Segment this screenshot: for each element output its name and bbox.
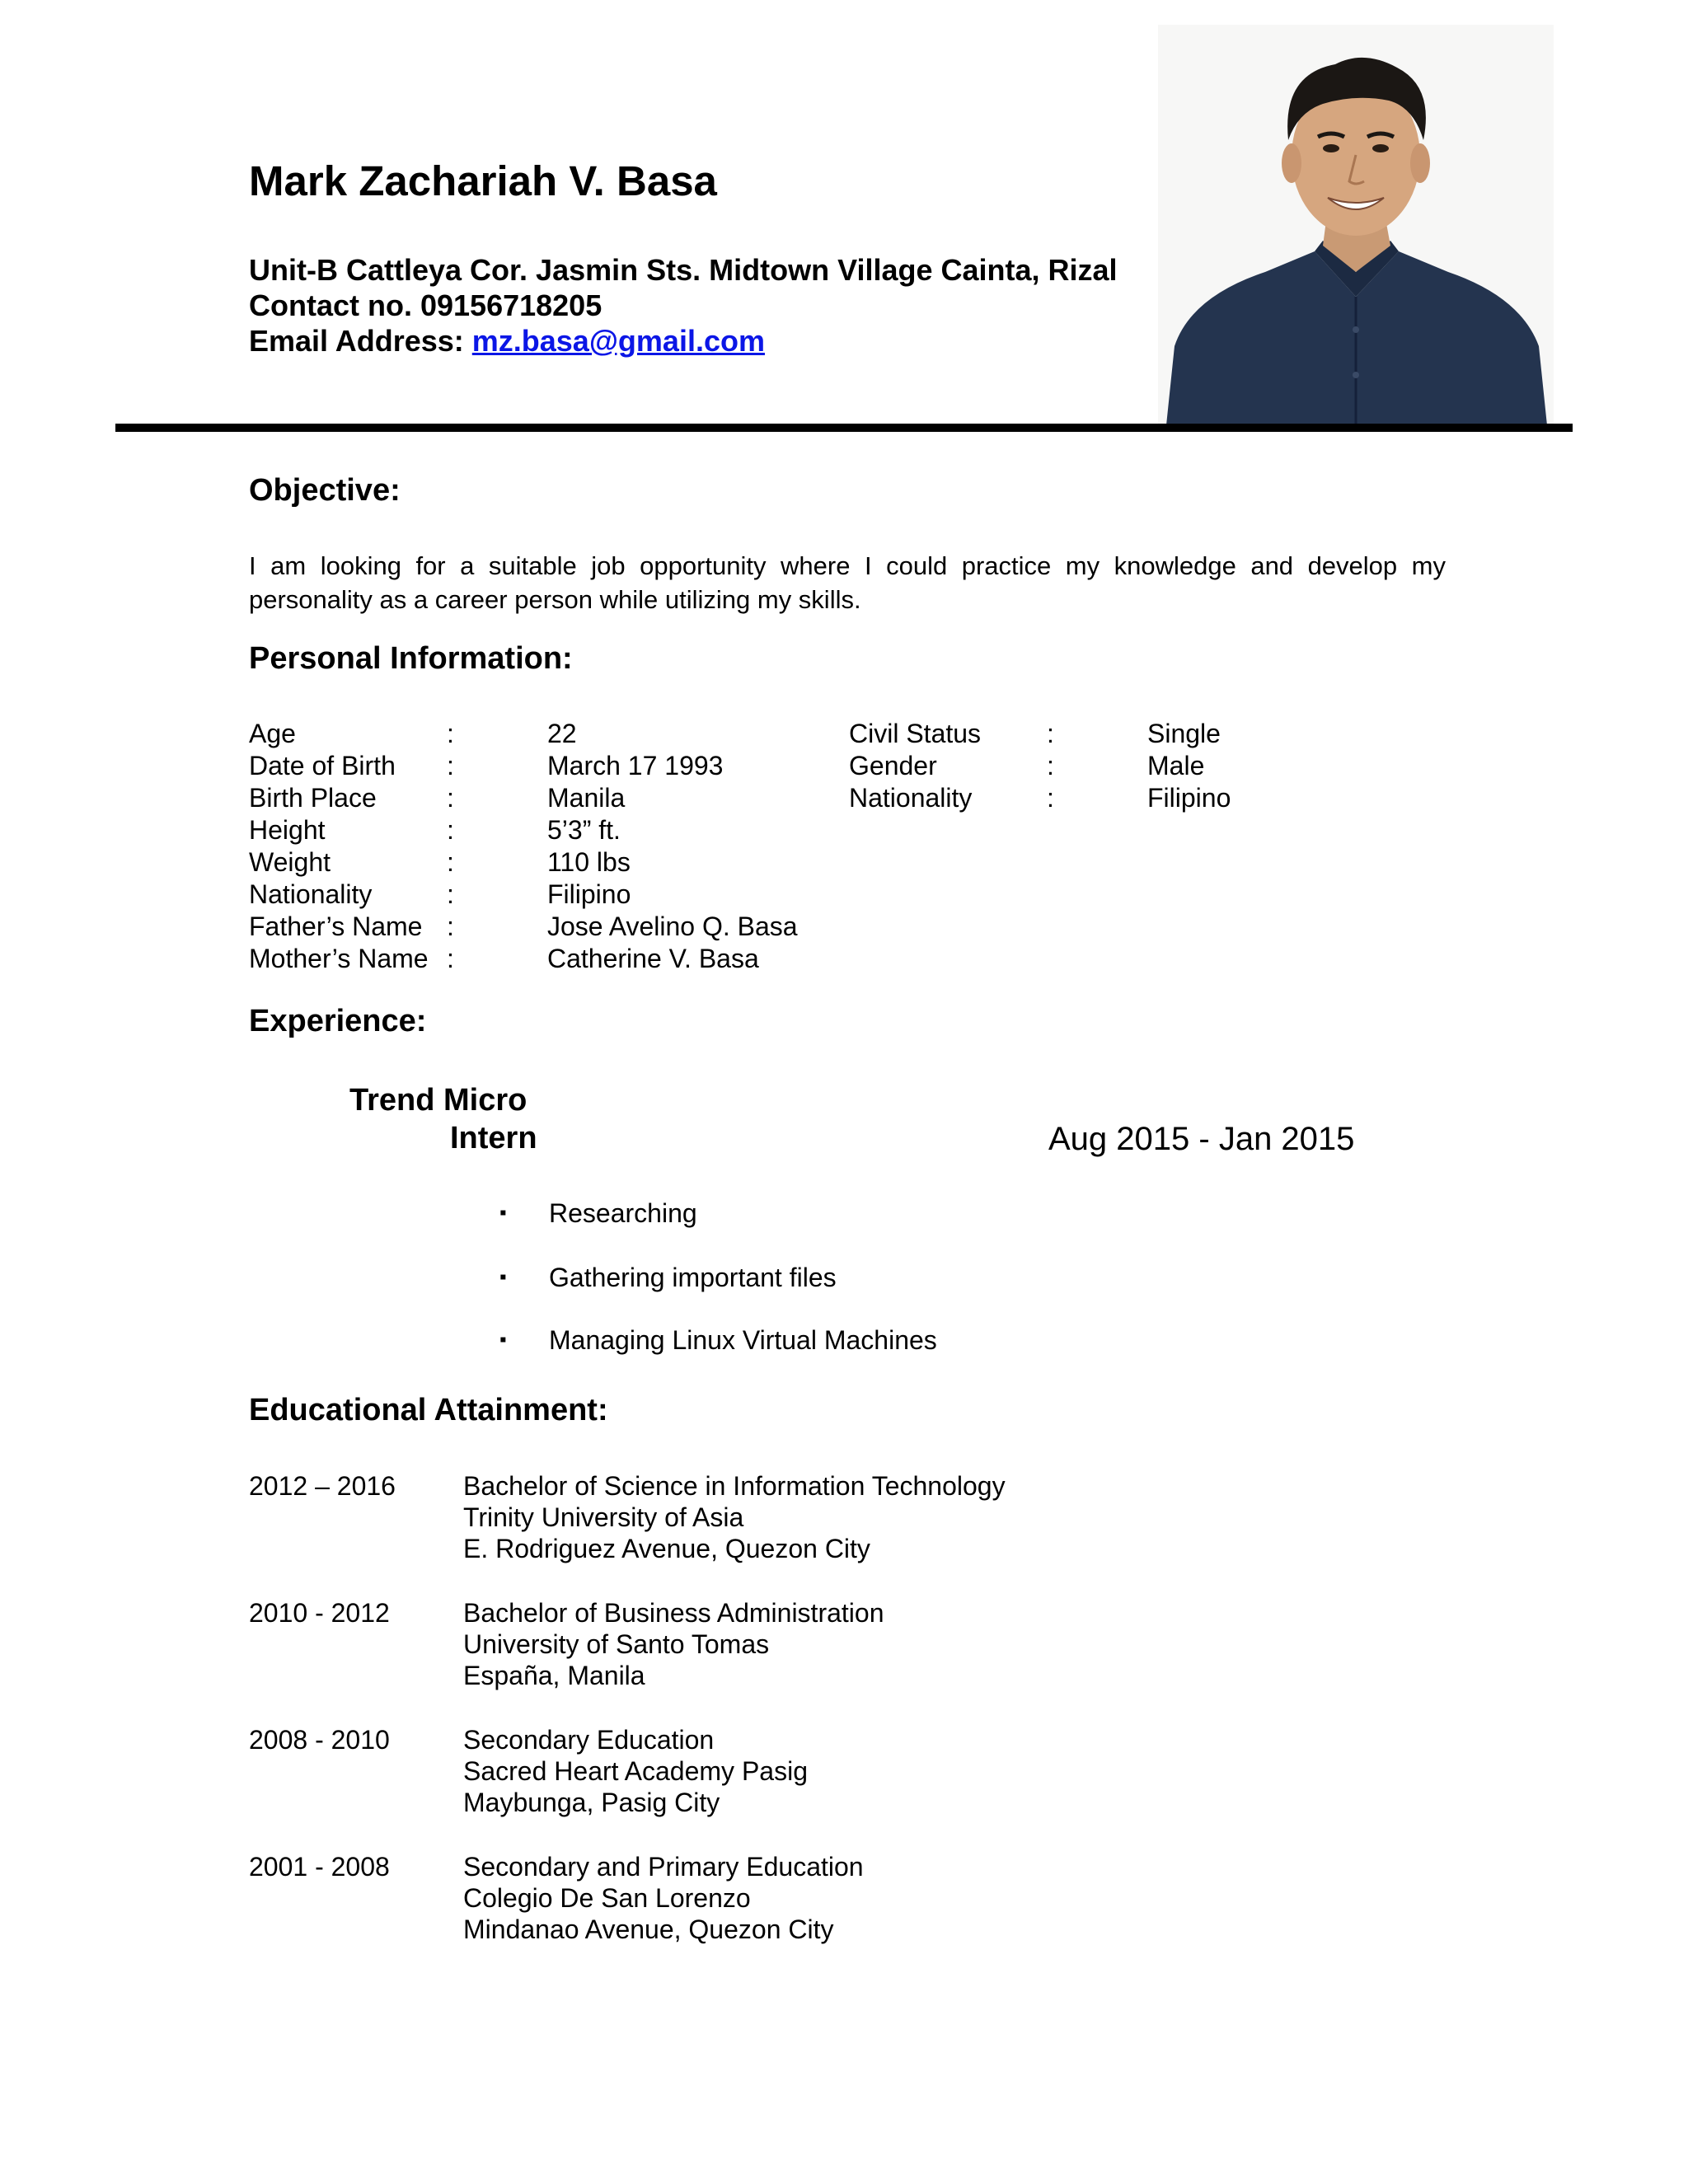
field-value: Filipino — [1147, 783, 1231, 813]
header-divider — [115, 424, 1573, 432]
education-school: University of Santo Tomas — [463, 1629, 770, 1659]
email-line — [249, 323, 1118, 359]
personal-info-row — [249, 847, 1444, 879]
field-value: Single — [1147, 719, 1221, 748]
field-separator: : — [1047, 751, 1054, 780]
field-label: Gender — [849, 751, 937, 780]
field-value: 22 — [547, 719, 577, 748]
field-value: 5’3” ft. — [547, 815, 621, 845]
personal-info-row — [249, 815, 1444, 846]
field-separator: : — [447, 783, 454, 813]
personal-info-row — [249, 751, 1444, 782]
education-address: Mindanao Avenue, Quezon City — [463, 1915, 834, 1944]
education-years: 2008 - 2010 — [249, 1725, 390, 1755]
education-heading: Educational Attainment: — [249, 1393, 608, 1427]
education-school: Sacred Heart Academy Pasig — [463, 1756, 808, 1786]
bullet-icon: ▪ — [499, 1329, 507, 1351]
personal-info-row — [249, 879, 1444, 911]
field-separator: : — [447, 815, 454, 845]
field-separator: : — [447, 751, 454, 780]
personal-info-heading: Personal Information: — [249, 641, 573, 676]
portrait-illustration — [1158, 25, 1554, 425]
employment-period: Aug 2015 - Jan 2015 — [1048, 1121, 1355, 1157]
job-role: Intern — [450, 1121, 537, 1155]
company-name: Trend Micro — [349, 1083, 528, 1118]
education-years: 2001 - 2008 — [249, 1852, 390, 1882]
education-degree: Secondary Education — [463, 1725, 715, 1755]
field-separator: : — [447, 719, 454, 748]
personal-info-row — [249, 912, 1444, 943]
address: Unit-B Cattleya Cor. Jasmin Sts. Midtown Village Cainta, Rizal — [249, 253, 1118, 287]
duty-text: Researching — [549, 1198, 697, 1228]
field-value: Male — [1147, 751, 1205, 780]
personal-info-row — [249, 719, 1444, 750]
field-label: Date of Birth — [249, 751, 396, 780]
field-label: Age — [249, 719, 296, 748]
education-degree: Bachelor of Science in Information Technology — [463, 1471, 1006, 1501]
field-label: Mother’s Name — [249, 944, 429, 973]
education-degree: Secondary and Primary Education — [463, 1852, 864, 1882]
field-label: Father’s Name — [249, 912, 423, 941]
field-separator: : — [1047, 783, 1054, 813]
contact-block — [249, 252, 1118, 359]
education-years: 2012 – 2016 — [249, 1471, 396, 1501]
personal-info-row — [249, 783, 1444, 814]
field-value: 110 lbs — [547, 847, 631, 877]
contact-number: Contact no. 09156718205 — [249, 288, 603, 322]
field-value: March 17 1993 — [547, 751, 724, 780]
field-value: Catherine V. Basa — [547, 944, 759, 973]
field-label: Weight — [249, 847, 331, 877]
bullet-icon: ▪ — [499, 1202, 507, 1224]
duty-text: Gathering important files — [549, 1263, 837, 1292]
education-address: España, Manila — [463, 1661, 645, 1690]
field-separator: : — [447, 847, 454, 877]
field-label: Civil Status — [849, 719, 982, 748]
field-label: Nationality — [849, 783, 973, 813]
personal-info-row — [249, 944, 1444, 975]
education-years: 2010 - 2012 — [249, 1598, 390, 1628]
education-address: Maybunga, Pasig City — [463, 1788, 720, 1817]
field-label: Nationality — [249, 879, 373, 909]
bullet-icon: ▪ — [499, 1266, 507, 1288]
field-value: Manila — [547, 783, 626, 813]
education-address: E. Rodriguez Avenue, Quezon City — [463, 1534, 870, 1563]
field-value: Jose Avelino Q. Basa — [547, 912, 798, 941]
objective-text: I am looking for a suitable job opportunity where I could practice my knowledge and develop my personality as a career person while utilizing my skills. — [249, 551, 1446, 614]
education-degree: Bachelor of Business Administration — [463, 1598, 884, 1628]
field-separator: : — [1047, 719, 1054, 748]
email-label: Email Address: — [249, 324, 472, 358]
profile-photo — [1158, 25, 1554, 425]
field-label: Birth Place — [249, 783, 377, 813]
objective-heading: Objective: — [249, 473, 401, 508]
education-school: Trinity University of Asia — [463, 1502, 744, 1532]
field-separator: : — [447, 944, 454, 973]
applicant-name: Mark Zachariah V. Basa — [249, 157, 717, 204]
field-separator: : — [447, 912, 454, 941]
field-value: Filipino — [547, 879, 631, 909]
email-link[interactable]: mz.basa@gmail.com — [471, 324, 765, 358]
field-label: Height — [249, 815, 326, 845]
field-separator: : — [447, 879, 454, 909]
duty-text: Managing Linux Virtual Machines — [549, 1325, 937, 1355]
education-school: Colegio De San Lorenzo — [463, 1883, 751, 1913]
experience-heading: Experience: — [249, 1004, 427, 1038]
